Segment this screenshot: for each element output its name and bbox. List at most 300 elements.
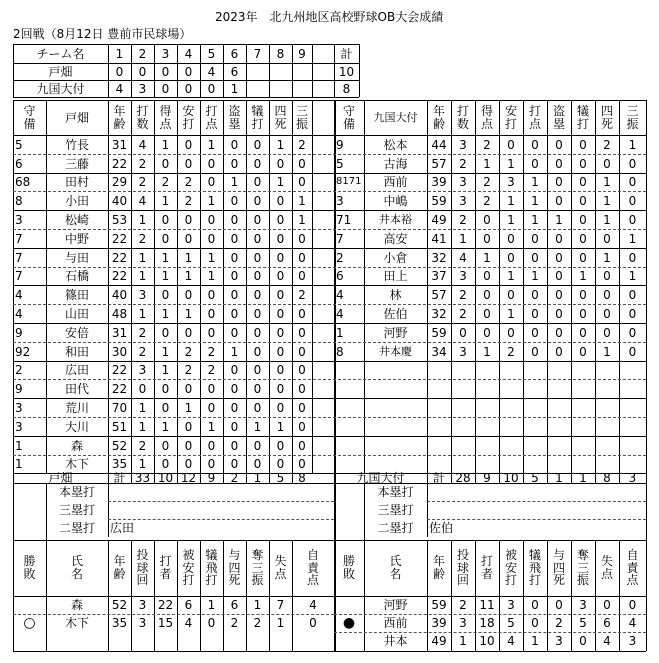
stat-value: 0 [579,175,587,189]
pitching-header [108,540,131,596]
header-char: 齢 [113,567,126,581]
stat-value: 1 [507,156,515,171]
stat-value: 2 [483,175,491,189]
rule-line [312,44,313,97]
inning-score: 0 [207,81,216,96]
pitching-stat: 3 [628,634,637,648]
stat-header [475,100,499,135]
header-char: 齢 [113,116,126,131]
stat-value: 0 [230,231,239,246]
pitching-header [451,540,475,596]
inning-score: 6 [230,64,239,79]
stat-value: 0 [603,156,611,171]
total-value: 5 [531,471,539,485]
header-char: 安 [504,560,517,575]
stat-value: 0 [276,438,285,453]
stat-header [223,100,246,135]
header-char: 安 [182,103,195,118]
stat-value: 0 [161,325,170,340]
header-char: 点 [528,116,541,131]
player-name: 木下 [64,457,89,471]
header-char: 氏 [70,554,83,569]
position: 71 [336,212,352,227]
pitching-header [475,540,499,596]
pitching-header [131,540,154,596]
extra-hit-players: 広田 [110,521,135,535]
inning-header: 6 [230,46,239,61]
header-char: 三 [251,560,264,575]
stat-value: 0 [207,212,216,227]
stat-value: 0 [253,269,262,283]
extra-hit-players: 佐伯 [429,521,454,535]
header-char: 守 [23,103,36,118]
pitching-stat: 0 [207,616,216,630]
stat-header [177,100,200,135]
rule-line [646,483,647,540]
stat-value: 0 [628,325,637,340]
stat-value: 0 [253,193,262,208]
extra-hit-players [427,501,646,519]
stat-value: 0 [628,306,637,321]
total-value: 1 [555,471,563,485]
stat-value: 0 [230,457,239,471]
inning-header: 1 [115,46,124,61]
header-char: 回 [136,573,149,588]
position: 3 [15,400,23,415]
pitching-stat: 0 [628,598,637,612]
stat-value: 22 [111,363,128,377]
header-char: 犠 [528,548,541,563]
pitcher-name: 西前 [383,616,408,630]
stat-value: 0 [555,137,563,152]
stat-value: 3 [459,137,467,152]
header-char: 年 [113,554,126,569]
stat-value: 0 [298,250,306,265]
stat-value: 0 [276,250,285,265]
stat-value: 0 [555,287,563,302]
stat-value: 1 [184,306,193,321]
pitching-header [427,540,451,596]
linescore-team: 九国大付 [36,81,85,96]
header-char: 打 [504,573,517,588]
pitching-stat: 11 [479,598,495,612]
stat-header [427,100,451,135]
stat-value: 1 [603,250,611,265]
stat-value: 0 [603,306,611,321]
player-name: 小田 [64,193,89,208]
stat-value: 4 [138,137,147,152]
stat-value: 2 [207,363,216,377]
pitching-header [269,540,292,596]
header-char: 盗 [228,103,241,118]
position: 4 [15,306,23,321]
stat-value: 41 [431,231,447,246]
position: 7 [336,231,344,246]
stat-value: 0 [531,156,539,171]
pitching-header [200,540,223,596]
player-name: 松崎 [64,212,89,227]
stat-value: 1 [531,212,539,227]
header-char: 球 [456,560,469,575]
extra-hit-label: 本塁打 [58,485,95,499]
stat-value: 0 [184,325,193,340]
header-char: 塁 [228,116,241,131]
stat-value: 30 [111,344,128,359]
position: 4 [336,306,344,321]
stat-value: 0 [276,287,285,302]
rule-line [359,44,360,97]
stat-value: 1 [161,419,170,434]
pitching-stat: 7 [276,598,285,612]
stat-value: 0 [628,175,637,189]
stat-value: 0 [579,137,587,152]
header-char: 点 [205,116,218,131]
header-char: 三 [295,103,308,118]
header-char: 打 [182,573,195,588]
extra-hit-label: 本塁打 [377,485,414,499]
stat-value: 2 [603,137,611,152]
stat-value: 48 [111,306,128,321]
header-char: 被 [182,548,195,563]
stat-value: 4 [138,193,147,208]
inning-score: 3 [138,81,147,96]
header-char: 得 [159,103,172,118]
stat-value: 3 [459,269,467,283]
header-char: 飛 [528,560,541,575]
stat-value: 0 [207,287,216,302]
stat-value: 22 [111,156,128,171]
pitching-stat: 2 [230,616,239,630]
stat-value: 0 [603,325,611,340]
win-loss-mark [13,596,46,614]
stat-value: 0 [253,438,262,453]
pitching-header [177,540,200,596]
total-value: 9 [483,471,491,485]
stat-value: 1 [507,269,515,283]
stat-value: 1 [207,250,216,265]
stat-value: 0 [230,193,239,208]
stat-value: 0 [298,438,306,453]
player-name: 林 [389,287,402,302]
header-char: 氏 [389,554,402,569]
stat-value: 0 [555,231,563,246]
win-loss-mark: ○ [23,615,36,631]
pitching-stat: 39 [431,616,447,630]
stat-value: 3 [459,344,467,359]
stat-value: 44 [431,137,447,152]
pitching-stat: 6 [603,616,611,630]
stat-value: 1 [184,269,193,283]
stat-value: 0 [531,250,539,265]
stat-value: 1 [603,193,611,208]
stat-value: 22 [111,381,128,396]
stat-value: 0 [531,325,539,340]
stat-value: 2 [459,156,467,171]
stat-header [619,100,646,135]
stat-value: 2 [184,344,193,359]
total-value: 9 [207,471,216,485]
header-char: 与 [552,548,565,563]
pitching-stat: 6 [184,598,193,612]
stat-value: 1 [138,306,147,321]
stat-value: 1 [276,419,285,434]
stat-value: 3 [507,175,515,189]
player-name: 西前 [383,175,408,189]
right-team-total-label: 九国大付 [356,471,405,485]
stat-header [499,100,523,135]
inning-header: 4 [184,46,193,61]
stat-value: 1 [138,419,147,434]
stat-value: 0 [555,325,563,340]
stat-value: 1 [207,269,216,283]
stat-value: 2 [138,231,147,246]
player-name: 竹長 [64,137,89,152]
stat-value: 0 [628,156,637,171]
stat-value: 1 [483,344,491,359]
stat-value: 0 [628,212,637,227]
total-label: 計 [432,471,445,485]
stat-value: 22 [111,250,128,265]
stat-value: 0 [253,156,262,171]
header-char: 失 [274,554,287,569]
stat-value: 0 [276,325,285,340]
stat-value: 0 [253,344,262,359]
inning-score: 1 [230,81,239,96]
inning-header: 7 [253,46,262,61]
pitching-stat: 22 [157,598,174,612]
total-value: 10 [157,471,174,485]
total-value: 28 [455,471,471,485]
stat-value: 1 [298,212,306,227]
inning-header: 5 [207,46,216,61]
stat-value: 1 [184,250,193,265]
total-value: 1 [253,471,262,485]
stat-value: 0 [555,306,563,321]
stat-value: 1 [483,156,491,171]
stat-value: 0 [184,137,193,152]
stat-value: 0 [276,457,285,471]
header-char: 年 [432,103,445,118]
header-char: 名 [389,567,402,581]
pitching-stat: 1 [207,598,216,612]
player-name: 広田 [64,363,89,377]
stat-value: 0 [531,306,539,321]
pitching-stat: 0 [531,616,539,630]
header-char: 責 [306,560,319,575]
pos-header [334,100,364,135]
stat-value: 0 [253,400,262,415]
header-char: 盗 [552,103,565,118]
stat-value: 0 [207,156,216,171]
total-value: 10 [503,471,519,485]
pitching-header [595,540,619,596]
pos-header [13,100,46,135]
position: 4 [15,287,23,302]
stat-value: 1 [276,137,285,152]
pitching-stat: 4 [507,634,515,648]
pitching-stat: 1 [276,616,285,630]
stat-header [108,100,131,135]
stat-value: 3 [459,193,467,208]
stat-value: 2 [207,344,216,359]
player-name: 和田 [64,344,89,359]
pitching-header [499,540,523,596]
stat-value: 0 [230,306,239,321]
stat-value: 0 [276,363,285,377]
stat-value: 0 [230,363,239,377]
position: 1 [15,438,23,453]
stat-value: 4 [459,250,467,265]
stat-value: 1 [483,250,491,265]
stat-value: 0 [555,250,563,265]
stat-value: 0 [207,438,216,453]
stat-header [246,100,269,135]
stat-value: 2 [459,306,467,321]
stat-value: 0 [555,156,563,171]
stat-value: 0 [298,156,306,171]
stat-value: 1 [207,419,216,434]
stat-value: 0 [230,269,239,283]
header-char: 投 [136,548,149,563]
header-char: 点 [480,116,493,131]
rule-line [13,97,359,98]
pitching-stat: 5 [507,616,515,630]
stat-value: 1 [230,175,239,189]
stat-value: 0 [184,381,193,396]
inning-score [269,80,292,97]
pitching-stat: 6 [230,598,239,612]
stat-value: 0 [253,175,262,189]
left-team-header: 戸畑 [64,110,89,125]
inning-score: 4 [115,81,124,96]
pitching-header [13,540,46,596]
total-value: 12 [180,471,197,485]
pitching-stat: 3 [459,616,467,630]
inning-header: 8 [276,46,285,61]
stat-value: 1 [555,212,563,227]
stat-value: 0 [579,344,587,359]
header-char: 責 [626,560,639,575]
header-char: 者 [480,567,493,581]
total-value: 5 [276,471,285,485]
win-loss-mark: ● [342,615,356,631]
stat-value: 1 [531,175,539,189]
pitching-stat: 49 [431,634,447,648]
stat-value: 0 [276,269,285,283]
stat-value: 0 [230,287,239,302]
stat-value: 0 [555,344,563,359]
stat-value: 0 [276,231,285,246]
stat-value: 0 [161,457,170,471]
stat-value: 0 [184,287,193,302]
total-value: 2 [230,471,239,485]
stat-value: 40 [111,287,128,302]
stat-value: 52 [111,438,128,453]
linescore-total: 8 [342,81,351,96]
header-char: 自 [626,548,639,563]
pitching-header [246,540,269,596]
extra-hit-players [108,501,334,519]
page-title: 2023年 北九州地区高校野球OB大会成績 [215,10,444,24]
stat-value: 0 [628,287,637,302]
stat-value: 0 [253,212,262,227]
total-label: 計 [113,471,126,485]
rule-line [646,540,647,651]
header-char: 奪 [576,548,589,563]
stat-value: 0 [276,306,285,321]
pitching-stat: 0 [579,634,587,648]
pitching-header [364,540,427,596]
stat-value: 0 [138,381,147,396]
position: 1 [336,325,344,340]
stat-value: 0 [603,287,611,302]
position: 3 [15,212,23,227]
stat-value: 2 [459,287,467,302]
stat-value: 1 [507,212,515,227]
stat-value: 2 [184,363,193,377]
stat-value: 0 [298,419,306,434]
pitching-stat: 0 [309,616,317,630]
player-name: 佐伯 [383,306,408,321]
player-name: 篠田 [64,287,89,302]
stat-value: 59 [431,193,447,208]
header-char: 死 [274,116,287,131]
stat-header [200,100,223,135]
pitching-header [154,540,177,596]
stat-value: 0 [230,400,239,415]
pitcher-name: 井本 [383,634,408,648]
stat-value: 0 [579,306,587,321]
player-name: 山田 [64,306,89,321]
stat-value: 1 [459,231,467,246]
stat-value: 2 [138,438,147,453]
header-char: 者 [159,567,172,581]
stat-value: 2 [184,193,193,208]
pitching-header [523,540,547,596]
stat-value: 0 [507,325,515,340]
stat-value: 1 [603,344,611,359]
stat-value: 31 [111,325,128,340]
position: 5 [15,137,23,152]
stat-value: 0 [555,269,563,283]
header-char: 安 [182,560,195,575]
stat-value: 1 [603,175,611,189]
pitching-stat: 15 [157,616,174,630]
inning-score [246,63,269,80]
header-char: 打 [205,573,218,588]
stat-value: 0 [579,287,587,302]
stat-value: 0 [253,325,262,340]
stat-value: 0 [298,363,306,377]
stat-value: 29 [111,175,128,189]
position: 2 [336,250,344,265]
header-char: 与 [228,548,241,563]
stat-value: 3 [459,175,467,189]
stat-header [131,100,154,135]
stat-value: 31 [111,137,128,152]
stat-value: 0 [628,344,637,359]
header-char: 打 [251,116,264,131]
total-value: 3 [628,471,637,485]
stat-value: 1 [161,344,170,359]
pitching-stat: 0 [531,598,539,612]
header-char: 塁 [552,116,565,131]
stat-value: 0 [207,175,216,189]
stat-value: 1 [507,306,515,321]
inning-score: 4 [207,64,216,79]
stat-value: 40 [111,193,128,208]
header-char: 四 [274,103,287,118]
